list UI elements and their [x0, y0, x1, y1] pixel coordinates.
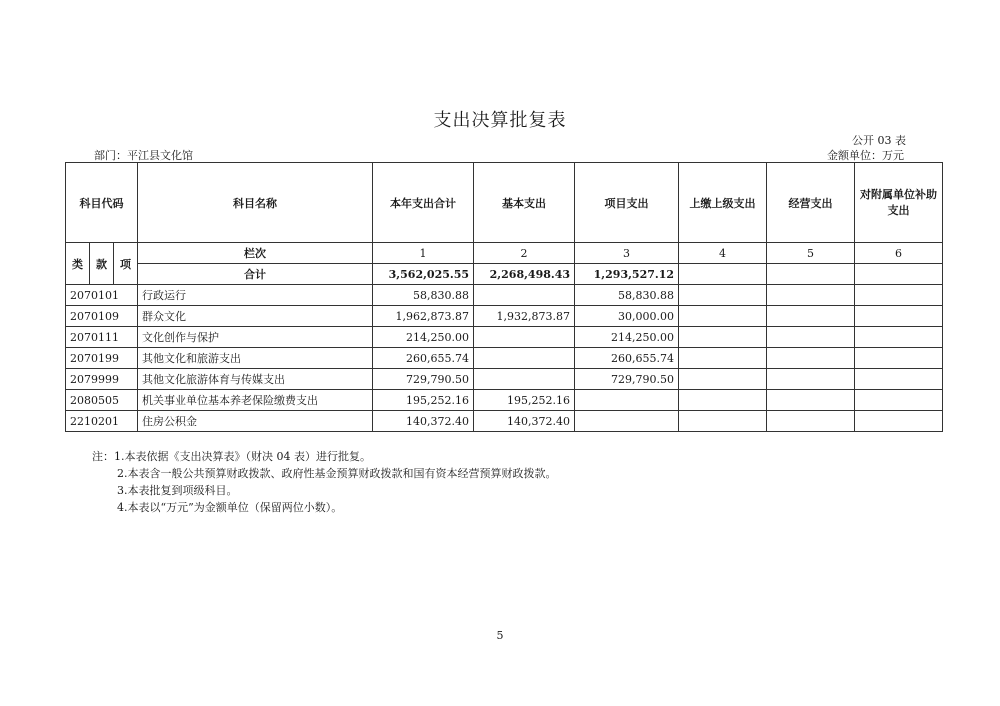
- table-row: [66, 369, 943, 390]
- total-project: 1,293,527.12: [575, 264, 679, 285]
- row-project: [575, 390, 679, 411]
- form-number: 公开 03 表: [852, 134, 906, 147]
- row-business: [767, 327, 855, 348]
- row-business: [767, 348, 855, 369]
- row-total: 260,655.74: [373, 348, 474, 369]
- header-project: 项目支出: [575, 163, 679, 243]
- total-row-label: 合计: [138, 264, 373, 285]
- row-total: 195,252.16: [373, 390, 474, 411]
- header-xiang: 项: [114, 243, 138, 285]
- header-lei: 类: [66, 243, 90, 285]
- row-project: 58,830.88: [575, 285, 679, 306]
- row-upper: [679, 369, 767, 390]
- row-code: 2080505: [66, 390, 138, 411]
- row-code: 2070111: [66, 327, 138, 348]
- total-subsidy: [855, 264, 943, 285]
- row-upper: [679, 390, 767, 411]
- row-basic: [474, 285, 575, 306]
- row-business: [767, 306, 855, 327]
- header-basic: 基本支出: [474, 163, 575, 243]
- row-project: 214,250.00: [575, 327, 679, 348]
- row-code: 2070199: [66, 348, 138, 369]
- row-subsidy: [855, 369, 943, 390]
- row-upper: [679, 348, 767, 369]
- row-name: 文化创作与保护: [138, 327, 373, 348]
- header-lanci: 栏次: [138, 243, 373, 264]
- row-project: 260,655.74: [575, 348, 679, 369]
- row-business: [767, 390, 855, 411]
- row-subsidy: [855, 285, 943, 306]
- header-kuan: 款: [90, 243, 114, 285]
- column-number: 3: [575, 243, 679, 264]
- note-item: 2.本表含一般公共预算财政拨款、政府性基金预算财政拨款和国有资本经营预算财政拨款。: [117, 467, 557, 480]
- table-row: [66, 348, 943, 369]
- unit-label: 金额单位：万元: [827, 149, 904, 162]
- row-code: 2079999: [66, 369, 138, 390]
- header-total: 本年支出合计: [373, 163, 474, 243]
- row-upper: [679, 411, 767, 432]
- row-name: 机关事业单位基本养老保险缴费支出: [138, 390, 373, 411]
- row-business: [767, 411, 855, 432]
- note-item: 4.本表以“万元”为金额单位（保留两位小数）。: [117, 501, 343, 514]
- row-name: 其他文化旅游体育与传媒支出: [138, 369, 373, 390]
- row-basic: [474, 369, 575, 390]
- page-number: 5: [496, 629, 504, 642]
- row-total: 140,372.40: [373, 411, 474, 432]
- row-business: [767, 369, 855, 390]
- row-total: 1,962,873.87: [373, 306, 474, 327]
- table-row: [66, 285, 943, 306]
- row-subsidy: [855, 348, 943, 369]
- header-subsidy: 对附属单位补助支出: [855, 163, 943, 243]
- row-basic: [474, 348, 575, 369]
- total-total: 3,562,025.55: [373, 264, 474, 285]
- row-project: 30,000.00: [575, 306, 679, 327]
- note-item: 注：1.本表依据《支出决算表》（财决 04 表）进行批复。: [92, 450, 371, 463]
- table-row: [66, 327, 943, 348]
- row-name: 其他文化和旅游支出: [138, 348, 373, 369]
- department-label: 部门：平江县文化馆: [94, 149, 193, 162]
- expenditure-table: [65, 162, 943, 432]
- column-number: 4: [679, 243, 767, 264]
- row-upper: [679, 327, 767, 348]
- column-number: 1: [373, 243, 474, 264]
- total-basic: 2,268,498.43: [474, 264, 575, 285]
- column-number: 5: [767, 243, 855, 264]
- row-upper: [679, 285, 767, 306]
- row-total: 58,830.88: [373, 285, 474, 306]
- row-code: 2070101: [66, 285, 138, 306]
- row-basic: [474, 327, 575, 348]
- table-row: [66, 306, 943, 327]
- row-project: 729,790.50: [575, 369, 679, 390]
- total-business: [767, 264, 855, 285]
- row-total: 729,790.50: [373, 369, 474, 390]
- column-number: 6: [855, 243, 943, 264]
- header-code: 科目代码: [66, 163, 138, 243]
- row-total: 214,250.00: [373, 327, 474, 348]
- row-upper: [679, 306, 767, 327]
- row-code: 2070109: [66, 306, 138, 327]
- row-basic: 195,252.16: [474, 390, 575, 411]
- header-upper: 上缴上级支出: [679, 163, 767, 243]
- row-business: [767, 285, 855, 306]
- row-name: 行政运行: [138, 285, 373, 306]
- notes: [92, 448, 557, 516]
- row-subsidy: [855, 306, 943, 327]
- row-subsidy: [855, 390, 943, 411]
- row-project: [575, 411, 679, 432]
- page-title: 支出决算批复表: [433, 110, 567, 131]
- row-basic: 1,932,873.87: [474, 306, 575, 327]
- row-subsidy: [855, 411, 943, 432]
- row-name: 群众文化: [138, 306, 373, 327]
- row-code: 2210201: [66, 411, 138, 432]
- table-row: [66, 390, 943, 411]
- header-business: 经营支出: [767, 163, 855, 243]
- row-basic: 140,372.40: [474, 411, 575, 432]
- table-row: [66, 411, 943, 432]
- note-item: 3.本表批复到项级科目。: [117, 484, 238, 497]
- row-subsidy: [855, 327, 943, 348]
- header-name: 科目名称: [138, 163, 373, 243]
- total-upper: [679, 264, 767, 285]
- column-number: 2: [474, 243, 575, 264]
- row-name: 住房公积金: [138, 411, 373, 432]
